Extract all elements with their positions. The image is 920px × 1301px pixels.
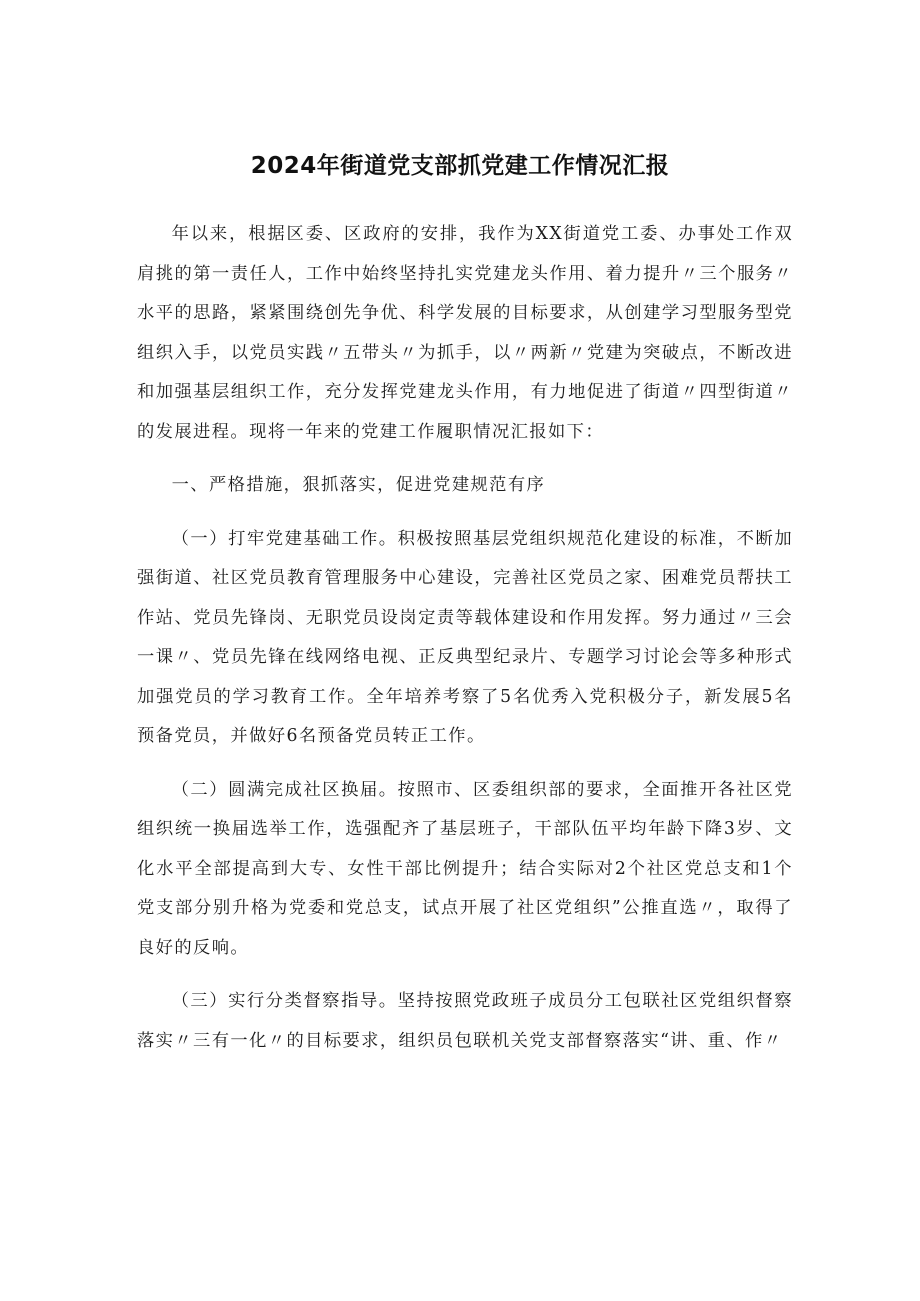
document-body xyxy=(137,215,793,1075)
document-title: 2024年街道党支部抓党建工作情况汇报 xyxy=(250,153,670,179)
paragraph-party-foundation: （一）打牢党建基础工作。积极按照基层党组织规范化建设的标准，不断加强街道、社区党员教育管理服务中心建设，完善社区党员之家、困难党员帮扶工作站、党员先锋岗、无职党员设岗定责等载体建设和作用发挥。努力通过〃三会一课〃、党员先锋在线网络电视、正反典型纪录片、专题学习讨论会等多种形式加强党员的学习教育工作。全年培养考察了5名优秀入党积极分子，新发展5名预备党员，并做好6名预备党员转正工作。 xyxy=(137,528,793,746)
paragraph-intro: 年以来，根据区委、区政府的安排，我作为XX街道党工委、办事处工作双肩挑的第一责任人，工作中始终坚持扎实党建龙头作用、着力提升〃三个服务〃水平的思路，紧紧围绕创先争优、科学发展的目标要求，从创建学习型服务型党组织入手，以党员实践〃五带头〃为抓手，以〃两新〃党建为突破点，不断改进和加强基层组织工作，充分发挥党建龙头作用，有力地促进了街道〃四型街道〃的发展进程。现将一年来的党建工作履职情况汇报如下： xyxy=(137,224,793,442)
paragraph-supervision: （三）实行分类督察指导。坚持按照党政班子成员分工包联社区党组织督察落实〃三有一化〃的目标要求，组织员包联机关党支部督察落实“讲、重、作〃 xyxy=(137,991,793,1051)
section-heading-1: 一、严格措施，狠抓落实，促进党建规范有序 xyxy=(171,475,546,495)
paragraph-community-election: （二）圆满完成社区换届。按照市、区委组织部的要求，全面推开各社区党组织统一换届选举工作，选强配齐了基层班子，干部队伍平均年龄下降3岁、文化水平全部提高到大专、女性干部比例提升；结合实际对2个社区党总支和1个党支部分别升格为党委和党总支，试点开展了社区党组织”公推直选〃，取得了良好的反响。 xyxy=(137,779,793,958)
